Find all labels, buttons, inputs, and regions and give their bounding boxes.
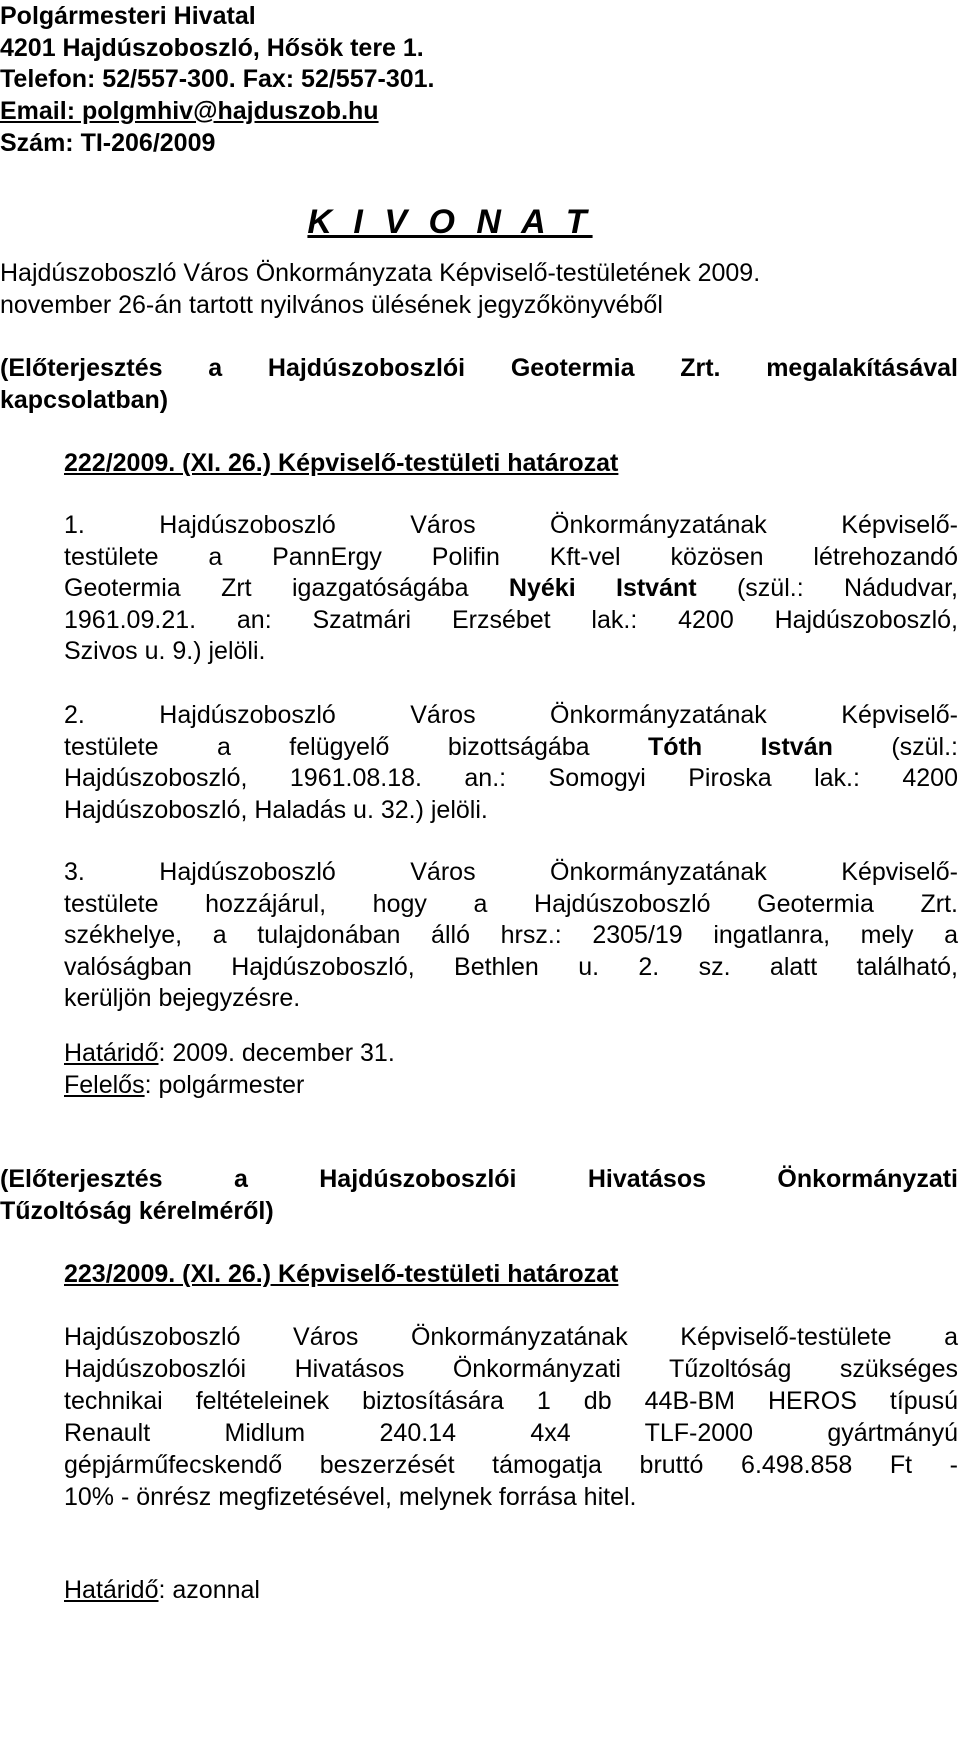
- deadline-value: : 2009. december 31.: [158, 1039, 395, 1067]
- section1-item-3-line-3: székhelye, a tulajdonában álló hrsz.: 2305/19 ingatlanra, mely a: [64, 921, 958, 950]
- deadline-label: Határidő: [64, 1576, 159, 1604]
- section1-item-2-line-4: Hajdúszoboszló, Haladás u. 32.) jelöli.: [64, 795, 488, 824]
- section2-body-line-6: 10% - önrész megfizetésével, melynek forrása hitel.: [64, 1483, 637, 1511]
- office-phone-fax: Telefon: 52/557-300. Fax: 52/557-301.: [0, 65, 435, 93]
- deadline-label: Határidő: [64, 1039, 159, 1067]
- section1-item-1-line-4: 1961.09.21. an: Szatmári Erzsébet lak.: 4200 Hajdúszoboszló,: [64, 605, 958, 634]
- section1-heading-line-2: kapcsolatban): [0, 386, 169, 414]
- section1-item-2-line-1: 2. Hajdúszoboszló Város Önkormányzatának Képviselő-: [64, 701, 958, 729]
- section2-body-line-2: Hajdúszoboszlói Hivatásos Önkormányzati Tűzoltóság szükséges: [64, 1355, 958, 1383]
- responsible-label: Felelős: [64, 1071, 145, 1099]
- deadline-value: : azonnal: [158, 1576, 260, 1604]
- section2-body-line-1: Hajdúszoboszló Város Önkormányzatának Képviselő-testülete a: [64, 1323, 958, 1351]
- nominee-name: Tóth István: [648, 732, 833, 761]
- section1-heading-line-1: (Előterjesztés a Hajdúszoboszlói Geotermia Zrt. megalakításával: [0, 354, 958, 382]
- office-name: Polgármesteri Hivatal: [0, 2, 256, 30]
- section1-responsible: [64, 1070, 304, 1100]
- section2-deadline: [64, 1575, 260, 1605]
- section2-heading-line-2: Tűzoltóság kérelméről): [0, 1197, 274, 1225]
- section2-resolution-number: 223/2009. (XI. 26.) Képviselő-testületi határozat: [64, 1260, 619, 1288]
- section1-item-3-line-4: valóságban Hajdúszoboszló, Bethlen u. 2. sz. alatt található,: [64, 952, 958, 981]
- section1-item-1-line-1: 1. Hajdúszoboszló Város Önkormányzatának Képviselő-: [64, 511, 958, 539]
- document-title: K I V O N A T: [307, 203, 593, 241]
- section1-item-3-line-5: kerüljön bejegyzésre.: [64, 984, 301, 1013]
- section1-item-1-line-5: Szivos u. 9.) jelöli.: [64, 637, 266, 666]
- section2-heading-line-1: (Előterjesztés a Hajdúszoboszlói Hivatásos Önkormányzati: [0, 1165, 958, 1193]
- section2-body-line-4: Renault Midlum 240.14 4x4 TLF-2000 gyártmányú: [64, 1419, 958, 1447]
- nominee-name: Nyéki Istvánt: [508, 574, 697, 603]
- section2-body-line-5: gépjárműfecskendő beszerzését támogatja bruttó 6.498.858 Ft -: [64, 1451, 958, 1479]
- intro-line-2: november 26-án tartott nyilvános ülésének jegyzőkönyvéből: [0, 291, 663, 319]
- section1-item-1-line-2: testülete a PannErgy Polifin Kft-vel közösen létrehozandó: [64, 542, 958, 571]
- section1-item-1-line-3: Geotermia Zrt igazgatóságába Nyéki Istvánt (szül.: Nádudvar,: [64, 574, 958, 603]
- reference-number: Szám: TI-206/2009: [0, 129, 216, 157]
- section1-resolution-number: 222/2009. (XI. 26.) Képviselő-testületi határozat: [64, 449, 619, 477]
- section1-item-3-line-1: 3. Hajdúszoboszló Város Önkormányzatának Képviselő-: [64, 858, 958, 886]
- section1-item-3-line-2: testülete hozzájárul, hogy a Hajdúszoboszló Geotermia Zrt.: [64, 889, 958, 918]
- section1-item-2-line-3: Hajdúszoboszló, 1961.08.18. an.: Somogyi Piroska lak.: 4200: [64, 764, 958, 793]
- intro-line-1: Hajdúszoboszló Város Önkormányzata Képviselő-testületének 2009.: [0, 259, 761, 287]
- office-email-link[interactable]: Email: polgmhiv@hajduszob.hu: [0, 97, 379, 125]
- office-address: 4201 Hajdúszoboszló, Hősök tere 1.: [0, 34, 424, 62]
- section1-item-2-line-2: testülete a felügyelő bizottságába Tóth István (szül.:: [64, 732, 958, 761]
- section1-deadline: [64, 1038, 395, 1068]
- responsible-value: : polgármester: [144, 1071, 305, 1099]
- section2-body-line-3: technikai feltételeinek biztosítására 1 db 44B-BM HEROS típusú: [64, 1387, 958, 1415]
